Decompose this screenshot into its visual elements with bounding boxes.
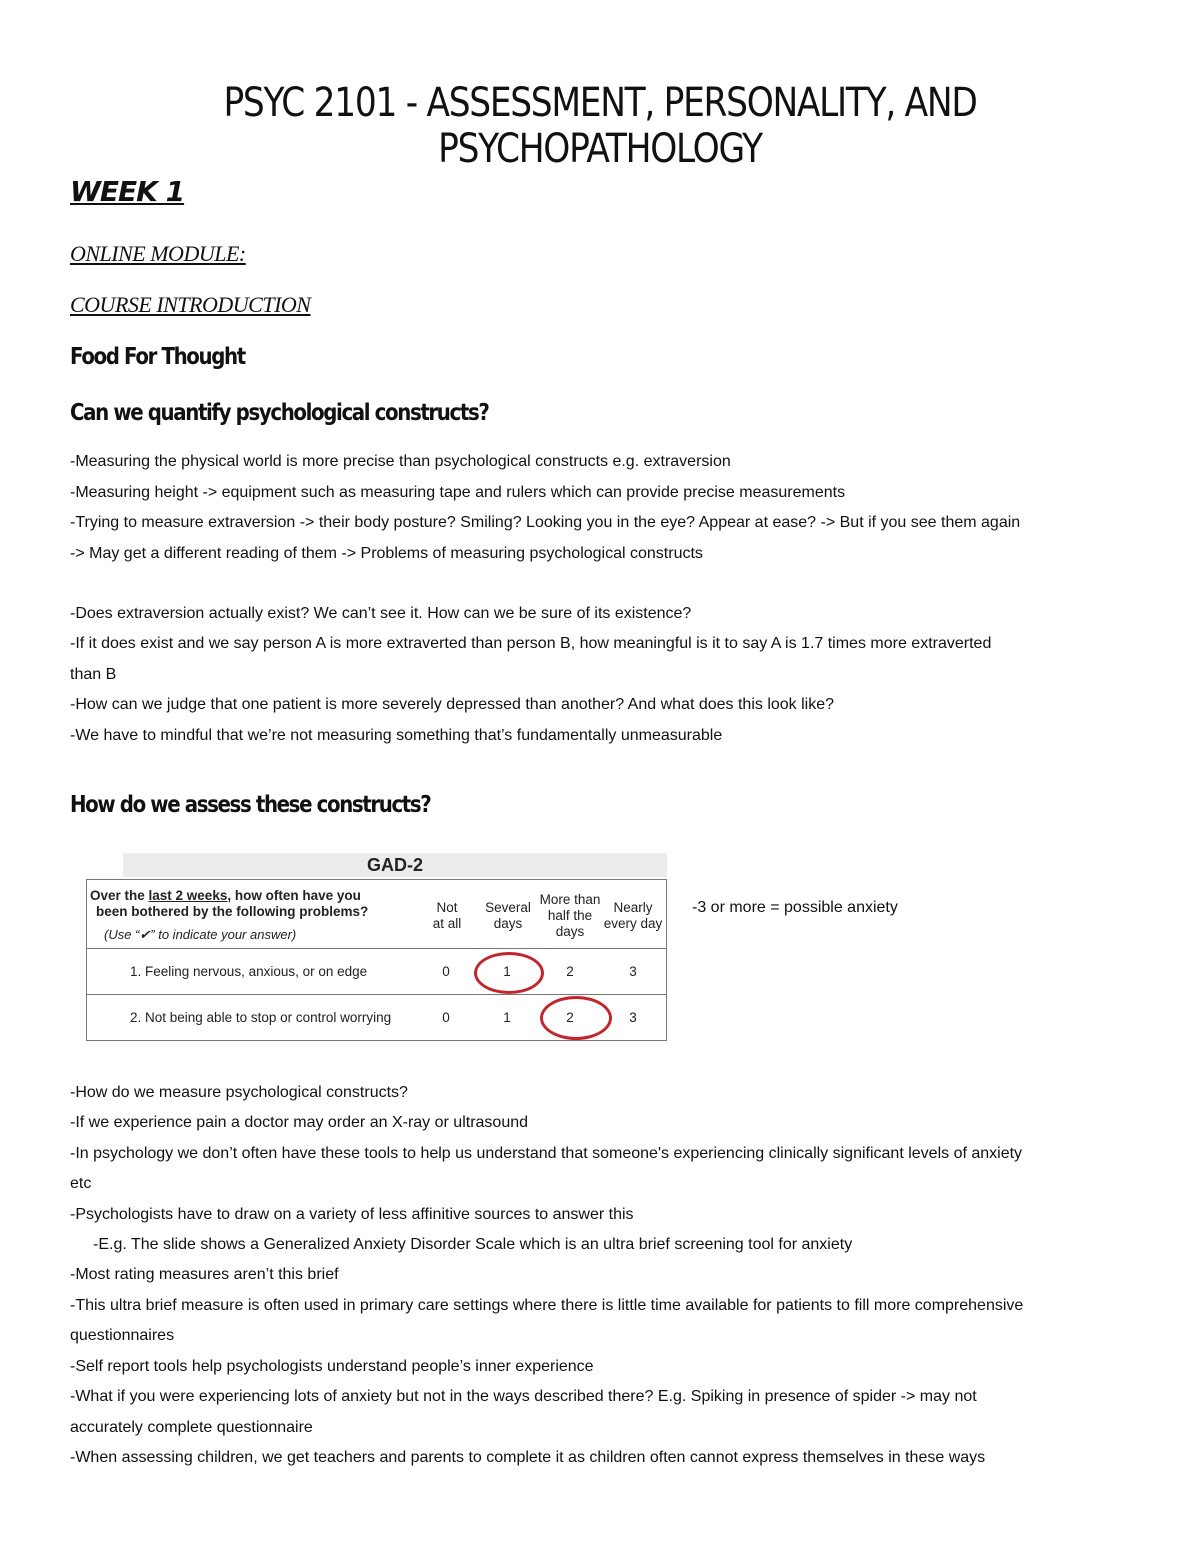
text-line: -If we experience pain a doctor may order an X-ray or ultrasound xyxy=(70,1114,529,1131)
col-header-nearly-every-day: Nearly every day xyxy=(603,900,663,931)
text-line: -What if you were experiencing lots of anxiety but not in the ways described there? E.g. Spiking in presence of spider -> may not xyxy=(70,1388,977,1405)
item2-score-2: 2 xyxy=(566,1010,574,1025)
item2-score-1: 1 xyxy=(503,1010,511,1025)
text-line: -Psychologists have to draw on a variety of less affinitive sources to answer this xyxy=(70,1206,634,1223)
text-line: -E.g. The slide shows a Generalized Anxiety Disorder Scale which is an ultra brief screening tool for anxiety xyxy=(93,1236,853,1253)
text-line: -When assessing children, we get teachers and parents to complete it as children often cannot express themselves in these ways xyxy=(70,1449,986,1466)
text-line: -Does extraversion actually exist? We can’t see it. How can we be sure of its existence? xyxy=(70,605,692,622)
text-line: -This ultra brief measure is often used in primary care settings where there is little time available for patients to fill more comprehensive xyxy=(70,1297,1024,1314)
text-line: etc xyxy=(70,1175,92,1192)
gad2-question: Over the last 2 weeks, how often have you been bothered by the following problems? xyxy=(90,888,369,919)
answer-circle xyxy=(474,952,544,994)
text-line: -Measuring the physical world is more precise than psychological constructs e.g. extraversion xyxy=(70,453,731,470)
course-intro-heading: COURSE INTRODUCTION xyxy=(70,292,311,317)
item2-score-3: 3 xyxy=(629,1010,637,1025)
text-line: than B xyxy=(70,666,117,683)
item1-score-1: 1 xyxy=(503,964,511,979)
gad2-table xyxy=(86,879,667,1041)
text-line: -> May get a different reading of them -> Problems of measuring psychological constructs xyxy=(70,545,703,562)
text-line: -Trying to measure extraversion -> their body posture? Smiling? Looking you in the eye? Appear at ease? -> But if you see them again xyxy=(70,514,1021,531)
anxiety-threshold-note: -3 or more = possible anxiety xyxy=(692,899,898,916)
item1-score-2: 2 xyxy=(566,964,574,979)
food-for-thought-heading: Food For Thought xyxy=(70,344,245,370)
col-header-several-days: Several days xyxy=(485,900,531,931)
gad2-figure xyxy=(86,853,667,1041)
gad2-title: GAD-2 xyxy=(123,853,667,877)
text-line: -We have to mindful that we’re not measuring something that’s fundamentally unmeasurable xyxy=(70,727,723,744)
online-module-heading: ONLINE MODULE: xyxy=(70,241,246,266)
text-line: -Self report tools help psychologists understand people’s inner experience xyxy=(70,1358,594,1375)
text-line: -Measuring height -> equipment such as measuring tape and rulers which can provide precise measurements xyxy=(70,484,846,501)
row-divider xyxy=(87,994,666,995)
text-line: -If it does exist and we say person A is more extraverted than person B, how meaningful is it to say A is 1.7 times more extraverted xyxy=(70,635,992,652)
gad2-item-2: 2. Not being able to stop or control worrying xyxy=(130,1010,392,1025)
gad2-instruction: (Use “✔” to indicate your answer) xyxy=(104,927,297,942)
page-title: PSYC 2101 - ASSESSMENT, PERSONALITY, AND PSYCHOPATHOLOGY xyxy=(223,80,977,172)
text-line: -How can we judge that one patient is more severely depressed than another? And what does this look like? xyxy=(70,696,835,713)
text-line: -In psychology we don’t often have these tools to help us understand that someone's experiencing clinically significant levels of anxiety xyxy=(70,1145,1023,1162)
gad2-item-1: 1. Feeling nervous, anxious, or on edge xyxy=(130,964,368,979)
text-line: -Most rating measures aren’t this brief xyxy=(70,1266,339,1283)
item2-score-0: 0 xyxy=(442,1010,450,1025)
item1-score-3: 3 xyxy=(629,964,637,979)
row-divider xyxy=(87,948,666,949)
text-line: accurately complete questionnaire xyxy=(70,1419,313,1436)
col-header-more-than-half: More than half the days xyxy=(539,892,601,939)
week-heading: WEEK 1 xyxy=(70,175,185,208)
assess-heading: How do we assess these constructs? xyxy=(70,792,431,818)
text-line: questionnaires xyxy=(70,1327,175,1344)
col-header-not-at-all: Not at all xyxy=(432,900,462,931)
text-line: -How do we measure psychological constructs? xyxy=(70,1084,408,1101)
answer-circle xyxy=(540,996,612,1040)
item1-score-0: 0 xyxy=(442,964,450,979)
quantify-heading: Can we quantify psychological constructs? xyxy=(70,400,489,426)
